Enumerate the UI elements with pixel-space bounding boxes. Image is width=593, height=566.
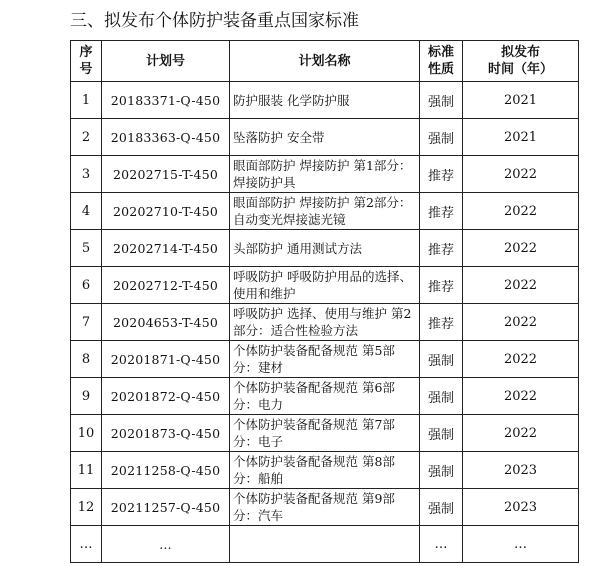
cell-plan-no: … [102, 526, 230, 563]
cell-seq: 8 [71, 341, 102, 378]
cell-plan-name: 个体防护装备配备规范 第6部分：电力 [230, 378, 420, 415]
cell-plan-name: 个体防护装备配备规范 第5部分：建材 [230, 341, 420, 378]
cell-plan-name: 眼面部防护 焊接防护 第2部分：自动变光焊接滤光镜 [230, 193, 420, 230]
cell-year: 2022 [463, 415, 579, 452]
cell-nature: 推荐 [420, 267, 463, 304]
header-plan-no: 计划号 [102, 41, 230, 82]
cell-seq: 5 [71, 230, 102, 267]
header-year: 拟发布 时间（年） [463, 41, 579, 82]
cell-plan-no: 20202710-T-450 [102, 193, 230, 230]
table-row [71, 230, 579, 267]
cell-plan-name: 呼吸防护 呼吸防护用品的选择、使用和维护 [230, 267, 420, 304]
cell-year: 2022 [463, 304, 579, 341]
table-row [71, 82, 579, 119]
cell-plan-name: 头部防护 通用测试方法 [230, 230, 420, 267]
cell-plan-no: 20202714-T-450 [102, 230, 230, 267]
table-row [71, 193, 579, 230]
table-row [71, 267, 579, 304]
cell-nature: 推荐 [420, 193, 463, 230]
cell-seq: 2 [71, 119, 102, 156]
cell-seq: 9 [71, 378, 102, 415]
cell-year: … [463, 526, 579, 563]
cell-seq: 11 [71, 452, 102, 489]
table-row [71, 452, 579, 489]
table-row [71, 415, 579, 452]
table-row [71, 119, 579, 156]
table-row [71, 526, 579, 563]
cell-seq: 6 [71, 267, 102, 304]
cell-plan-name [230, 526, 420, 563]
cell-nature: 强制 [420, 489, 463, 526]
header-seq: 序 号 [71, 41, 102, 82]
cell-seq: … [71, 526, 102, 563]
cell-plan-no: 20201871-Q-450 [102, 341, 230, 378]
cell-nature: 强制 [420, 119, 463, 156]
cell-plan-name: 呼吸防护 选择、使用与维护 第2部分：适合性检验方法 [230, 304, 420, 341]
cell-plan-no: 20183371-Q-450 [102, 82, 230, 119]
cell-seq: 12 [71, 489, 102, 526]
cell-plan-no: 20202712-T-450 [102, 267, 230, 304]
cell-seq: 10 [71, 415, 102, 452]
cell-plan-name: 防护服装 化学防护服 [230, 82, 420, 119]
cell-plan-no: 20211257-Q-450 [102, 489, 230, 526]
table-row [71, 304, 579, 341]
cell-year: 2022 [463, 378, 579, 415]
cell-year: 2022 [463, 267, 579, 304]
cell-plan-no: 20211258-Q-450 [102, 452, 230, 489]
section-heading: 三、拟发布个体防护装备重点国家标准 [70, 11, 359, 31]
cell-year: 2022 [463, 341, 579, 378]
cell-year: 2022 [463, 156, 579, 193]
cell-seq: 1 [71, 82, 102, 119]
cell-seq: 4 [71, 193, 102, 230]
cell-nature: 推荐 [420, 156, 463, 193]
cell-year: 2022 [463, 193, 579, 230]
cell-plan-no: 20183363-Q-450 [102, 119, 230, 156]
cell-nature: 强制 [420, 452, 463, 489]
cell-plan-no: 20201873-Q-450 [102, 415, 230, 452]
header-plan-name: 计划名称 [230, 41, 420, 82]
table-header-row [71, 41, 579, 82]
table-row [71, 489, 579, 526]
cell-year: 2023 [463, 452, 579, 489]
cell-plan-no: 20201872-Q-450 [102, 378, 230, 415]
cell-year: 2023 [463, 489, 579, 526]
cell-year: 2021 [463, 119, 579, 156]
cell-plan-name: 个体防护装备配备规范 第7部分：电子 [230, 415, 420, 452]
cell-year: 2022 [463, 230, 579, 267]
cell-plan-name: 眼面部防护 焊接防护 第1部分：焊接防护具 [230, 156, 420, 193]
cell-nature: … [420, 526, 463, 563]
cell-seq: 3 [71, 156, 102, 193]
cell-plan-name: 个体防护装备配备规范 第8部分：船舶 [230, 452, 420, 489]
table-row [71, 378, 579, 415]
cell-year: 2021 [463, 82, 579, 119]
cell-plan-no: 20204653-T-450 [102, 304, 230, 341]
cell-nature: 强制 [420, 341, 463, 378]
table-row [71, 341, 579, 378]
cell-plan-name: 个体防护装备配备规范 第9部分：汽车 [230, 489, 420, 526]
table-row [71, 156, 579, 193]
cell-plan-name: 坠落防护 安全带 [230, 119, 420, 156]
standards-table [70, 40, 579, 563]
header-nature: 标准 性质 [420, 41, 463, 82]
cell-seq: 7 [71, 304, 102, 341]
cell-nature: 强制 [420, 415, 463, 452]
cell-nature: 推荐 [420, 230, 463, 267]
cell-plan-no: 20202715-T-450 [102, 156, 230, 193]
cell-nature: 强制 [420, 82, 463, 119]
cell-nature: 推荐 [420, 304, 463, 341]
cell-nature: 强制 [420, 378, 463, 415]
